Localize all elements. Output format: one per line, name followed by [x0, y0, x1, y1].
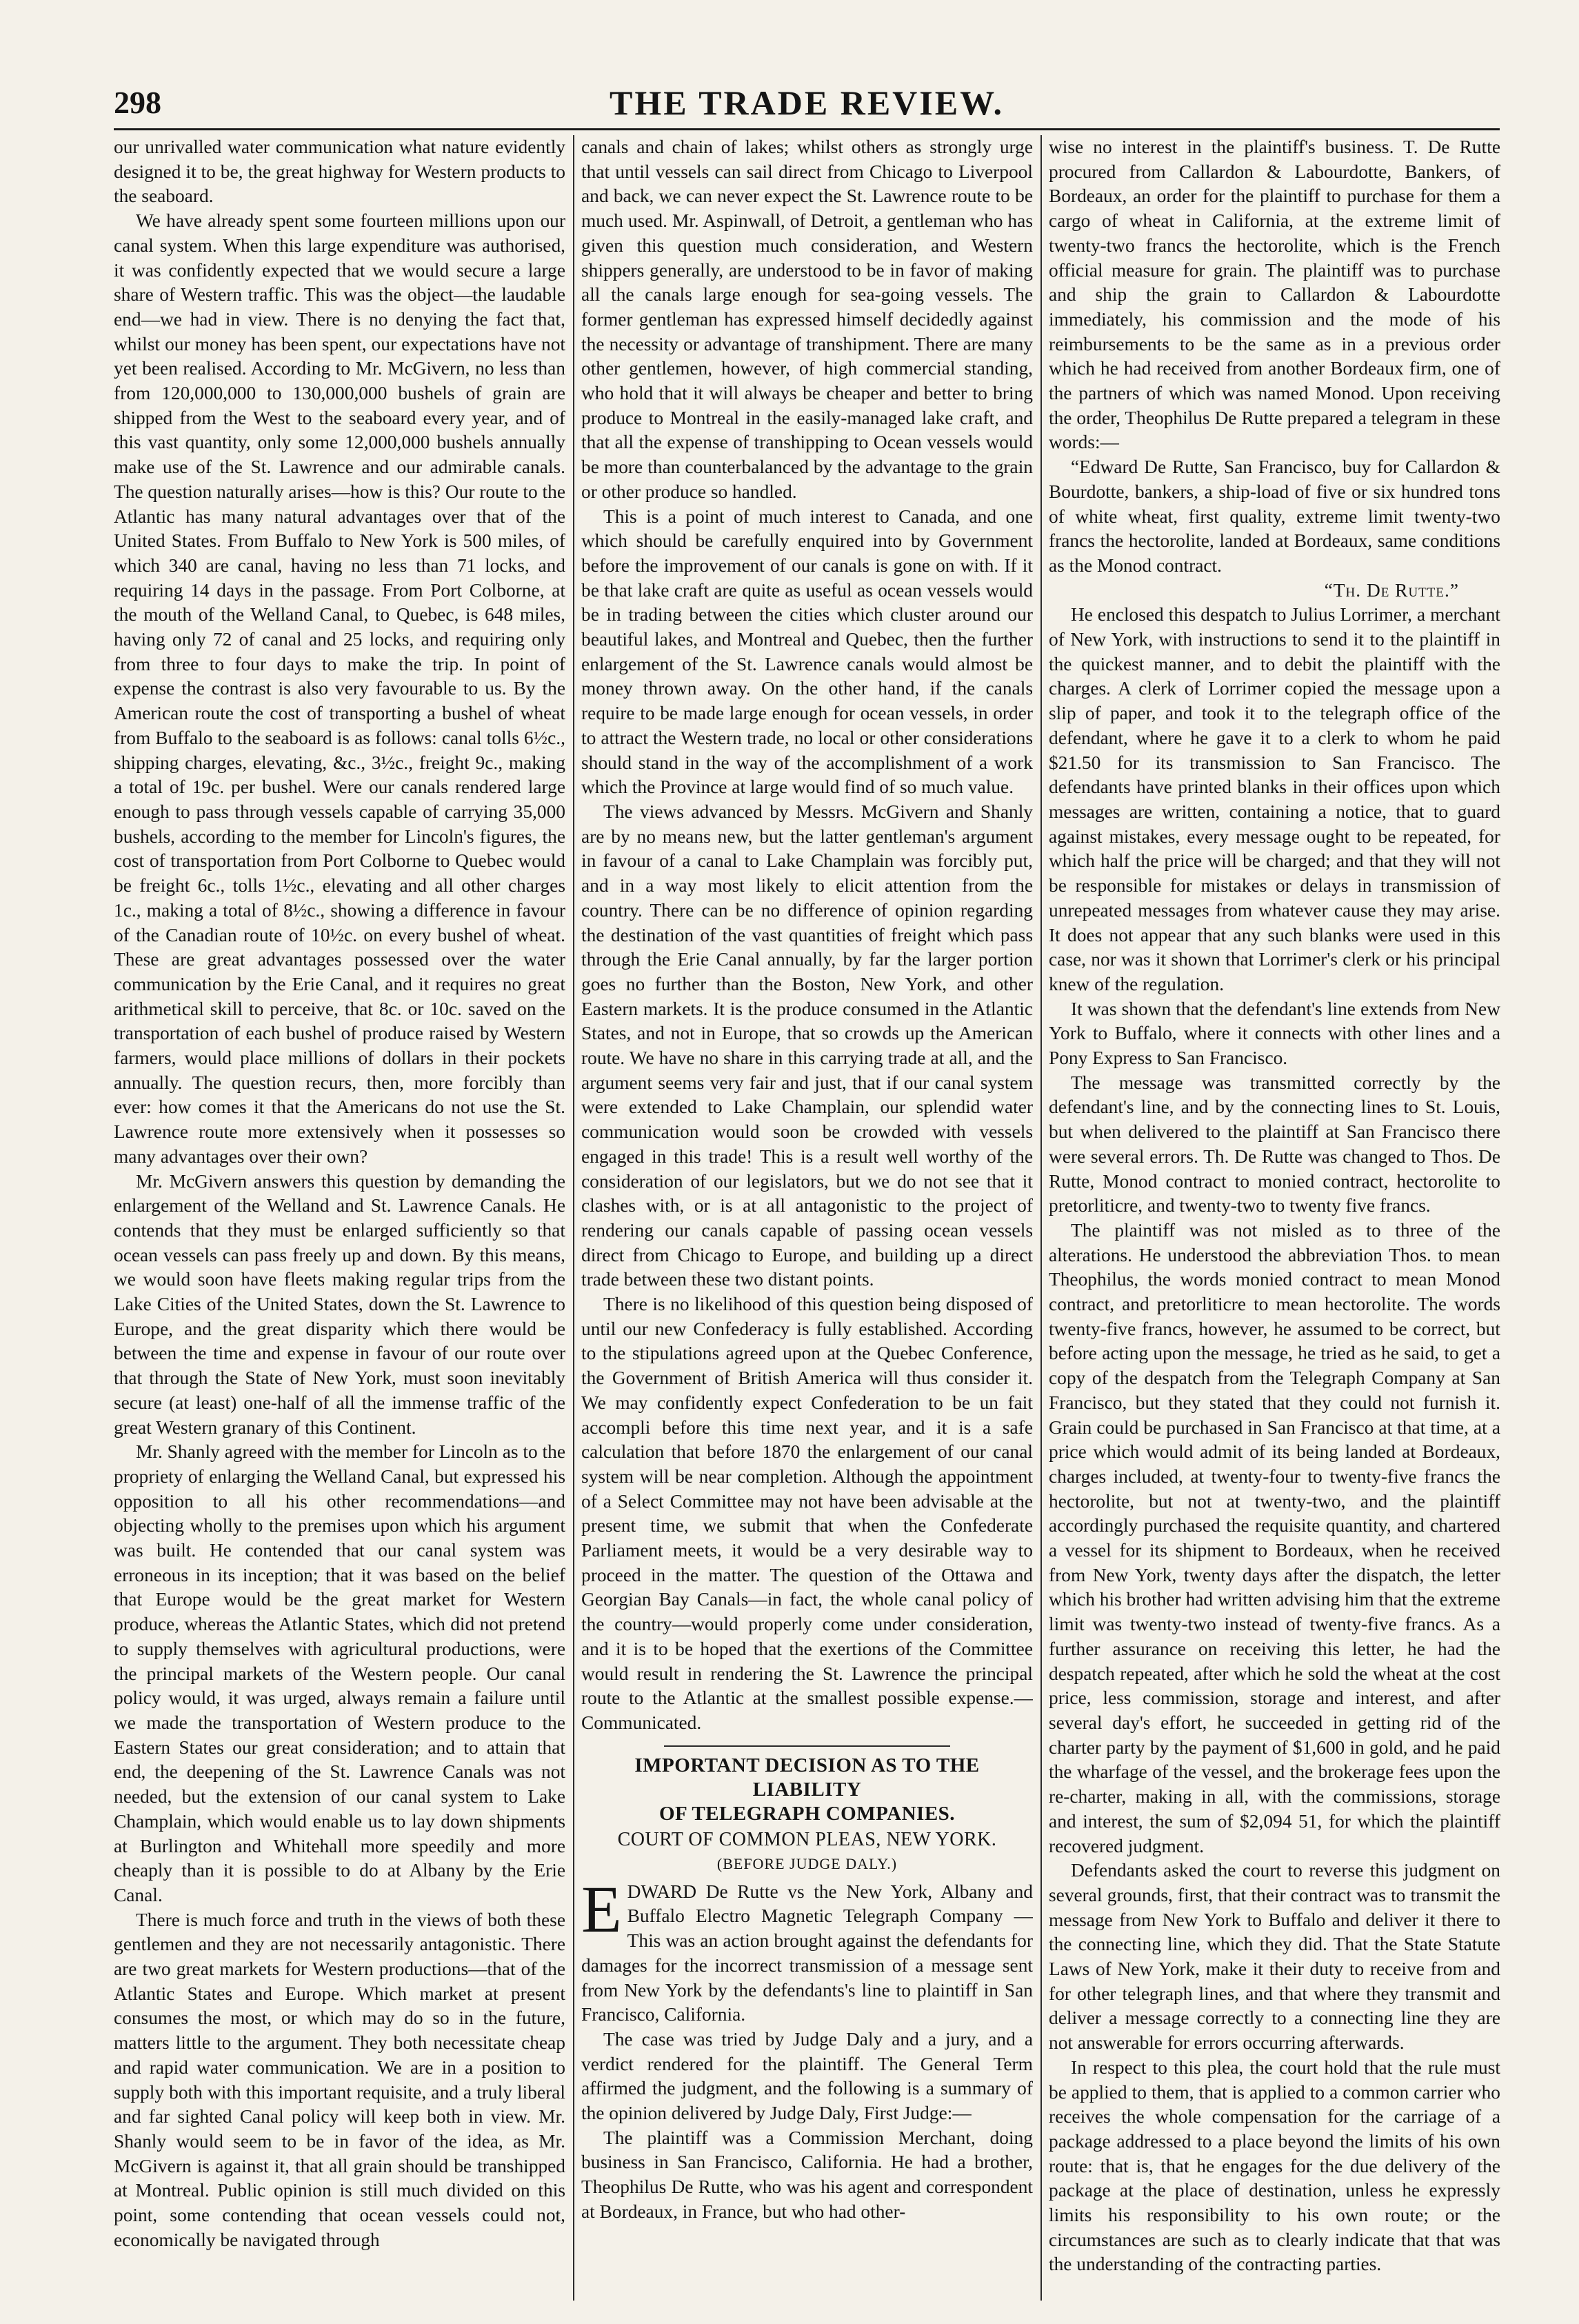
paragraph: It was shown that the defendant's line extends from New York to Buffalo, where it connects with other lines and a Pony Express to San Francisco.: [1049, 998, 1500, 1069]
paragraph: In respect to this plea, the court hold that the rule must be applied to them, that is applied to a common carrier who receives the whole compensation for the carriage of a package addressed to a place beyond the limits of his own route: that is, that he engages for the due delivery of the package at the place of destination, unless he expressly limits his responsibility to his own route; or the circumstances are such as to clearly indicate that that was the understanding of the contracting parties.: [1049, 2056, 1500, 2275]
column-1: [114, 135, 565, 2301]
paragraph: The case was tried by Judge Daly and a jury, and a verdict rendered for the plaintiff. The General Term affirmed the judgment, and the following is a summary of the opinion delivered by Judge Daly, First Judge:—: [581, 2028, 1033, 2124]
paragraph: canals and chain of lakes; whilst others as strongly urge that until vessels can sail direct from Chicago to Liverpool and back, we can never expect the St. Lawrence route to be much used. Mr. Aspinwall, of Detroit, a gentleman who has given this question much consideration, and Western shippers generally, are understood to be in favor of making all the canals large enough for sea-going vessels. The former gentleman has expressed himself decidedly against the necessity or advantage of transhipment. There are many other gentlemen, however, of high commercial standing, who hold that it will always be cheaper and better to bring produce to Montreal in the easily-managed lake craft, and that all the expense of transhipping to Ocean vessels would be more than counterbalanced by the advantage to the grain or other produce so handled.: [581, 137, 1033, 502]
header-rule: [114, 128, 1500, 130]
judge-line: (BEFORE JUDGE DALY.): [716, 1854, 898, 1872]
paragraph-text: DWARD De Rutte vs the New York, Albany and Buffalo Electro Magnetic Telegraph Company — This was an action brought against the defendants for damages for the incorrect transmission of a message sent from New York by the defendants's line to plaintiff in San Francisco, California.: [581, 1881, 1033, 2025]
column-rule: [1040, 135, 1042, 2301]
paragraph: The plaintiff was a Commission Merchant, doing business in San Francisco, California. He had a brother, Theophilus De Rutte, who was his agent and correspondent at Bordeaux, in France, but who had other-: [581, 2127, 1033, 2222]
paragraph: There is no likelihood of this question being disposed of until our new Confederacy is fully established. According to the stipulations agreed upon at the Quebec Conference, the Government of British America will thus consider it. We may confidently expect Confederation to be un fait accompli before this time next year, and it is a safe calculation that before 1870 the enlargement of our canal system will be near completion. Although the appointment of a Select Committee may not have been advisable at the present time, we submit that when the Confederate Parliament meets, it would be a very desirable way to proceed in the matter. The question of the Ottawa and Georgian Bay Canals—in fact, the whole canal policy of the country—would properly come under consideration, and it is to be hoped that the exertions of the Committee would result in rendering the St. Lawrence the principal route to the Atlantic at the smallest possible expense.—Communicated.: [581, 1294, 1033, 1733]
column-2: [581, 135, 1033, 2301]
article-headline: [581, 1754, 1033, 1826]
paragraph: We have already spent some fourteen millions upon our canal system. When this large expenditure was authorised, it was confidently expected that we would secure a large share of Western traffic. This was the object—the laudable end—we had in view. There is no denying the fact that, whilst our money has been spent, our expectations have not yet been realised. According to Mr. McGivern, no less than from 120,000,000 to 130,000,000 bushels of grain are shipped from the West to the seaboard every year, and of this vast quantity, only some 12,000,000 bushels annually make use of the St. Lawrence and our admirable canals. The question naturally arises—how is this? Our route to the Atlantic has many natural advantages over that of the United States. From Buffalo to New York is 500 miles, of which 340 are canal, having no less than 71 locks, and requiring 14 days in the passage. From Port Colborne, at the mouth of the Welland Canal, to Quebec, is 648 miles, having only 72 of canal and 25 locks, and requiring only from three to four days to make the trip. In point of expense the contrast is also very favourable to us. By the American route the cost of transporting a bushel of wheat from Buffalo to the seaboard is as follows: canal tolls 6½c., shipping charges, elevating, &c., 3½c., freight 9c., making a total of 19c. per bushel. Were our canals rendered large enough to pass through vessels capable of carrying 35,000 bushels, according to the member for Lincoln's figures, the cost of transportation from Port Colborne to Quebec would be freight 6c., tolls 1½c., elevating and all other charges 1c., making a total of 8½c., showing a difference in favour of the Canadian route of 10½c. on every bushel of wheat. These are great advantages possessed over the water communication by the Erie Canal, and it requires no great arithmetical skill to perceive, that 8c. or 10c. saved on the transportation of each bushel of produce raised by Western farmers, would place millions of dollars in their pockets annually. The question recurs, then, more forcibly than ever: how comes it that the Americans do not use the St. Lawrence route more extensively when it possesses so many advantages over their own?: [114, 210, 565, 1167]
paragraph: Mr. Shanly agreed with the member for Lincoln as to the propriety of enlarging the Welland Canal, but expressed his opposition to all his other recommendations—and objecting wholly to the premises upon which his argument was built. He contended that our canal system was erroneous in its inception; that it was based on the belief that Europe would be the great market for Western produce, whereas the Atlantic States, which did not pretend to supply themselves with agricultural productions, were the principal markets of the Western people. Our canal policy would, it was urged, always remain a failure until we made the transportation of Western produce to the Eastern States our great consideration; and to attain that end, the deepening of the St. Lawrence Canals was not needed, but the extension of our canal system to Lake Champlain, which would enable us to lay down shipments at Burlington and Whitehall more speedily and more cheaply than it is possible to do at Albany by the Erie Canal.: [114, 1441, 565, 1905]
paragraph: There is much force and truth in the views of both these gentlemen and they are not necessarily antagonistic. There are two great markets for Western productions—that of the Atlantic States and Europe. Which market at present consumes the most, or which may do so in the future, matters little to the argument. They both necessitate cheap and rapid water communication. We are in a position to supply both with this important requisite, and a truly liberal and far sighted Canal policy will keep both in view. Mr. Shanly would seem to be in favor of the idea, as Mr. McGivern is against it, that all grain should be transhipped at Montreal. Public opinion is still much divided on this point, some contending that ocean vessels could not, economically be navigated through: [114, 1909, 565, 2250]
paragraph: The message was transmitted correctly by the defendant's line, and by the connecting lines to St. Louis, but when delivered to the plaintiff at San Francisco there were several errors. Th. De Rutte was changed to Thos. De Rutte, Monod contract to monied contract, hectorolite to pretorliticre, and twenty-two to twenty five francs.: [1049, 1072, 1500, 1216]
masthead: [114, 81, 1500, 124]
column-3: [1049, 135, 1500, 2301]
paragraph: The views advanced by Messrs. McGivern and Shanly are by no means new, but the latter gentleman's argument in favour of a canal to Lake Champlain was forcibly put, and in a way most likely to elicit attention from the country. There can be no difference of opinion regarding the destination of the vast quantities of freight which pass through the Erie Canal annually, by far the larger portion goes no further than the Boston, New York, and other Eastern markets. It is the produce consumed in the Atlantic States, and not in Europe, that so crowds up the American route. We have no share in this carrying trade at all, and the argument seems very fair and just, that if our canal system were extended to Lake Champlain, our splendid water communication would soon be crowded with vessels engaged in this trade! This is a result well worthy of the consideration of our legislators, but we do not see that it clashes with, or is at all antagonistic to the project of rendering our canals capable of passing ocean vessels direct from Chicago to Europe, and building up a direct trade between these two distant points.: [581, 801, 1033, 1290]
paragraph: This is a point of much interest to Canada, and one which should be carefully enquired into by Government before the improvement of our canals is gone on with. If it be that lake craft are quite as useful as ocean vessels would be in trading between the cities which cluster around our beautiful lakes, and Montreal and Quebec, then the further enlargement of the St. Lawrence canals would almost be money thrown away. On the other hand, if the canals require to be made large enough for ocean vessels, in order to attract the Western trade, no local or other considerations should stand in the way of the accomplishment of a work which the Province at large would find of so much value.: [581, 505, 1033, 798]
paragraph: [581, 1872, 1033, 2027]
paragraph: Defendants asked the court to reverse this judgment on several grounds, first, that their contract was to transmit the message from New York to Buffalo and deliver it there to the connecting line, which they did. That the State Statute Laws of New York, make it their duty to receive from and for other telegraph lines, and that where they transmit and deliver a message correctly to a connecting line they are not answerable for errors occurring afterwards.: [1049, 1860, 1500, 2054]
running-title: THE TRADE REVIEW.: [610, 83, 1004, 122]
paragraph: our unrivalled water communication what nature evidently designed it to be, the great highway for Western products to the seaboard.: [114, 137, 565, 207]
paragraph: The plaintiff was not misled as to three of the alterations. He understood the abbreviation Thos. to mean Theophilus, the words monied contract to mean Monod contract, and pretorliticre to mean hectorolite. The words twenty-five francs, however, he assumed to be correct, but before acting upon the message, he tried as he said, to get a copy of the despatch from the Telegraph Company at San Francisco, but they stated that they could not furnish it. Grain could be purchased in San Francisco at that time, at a price which would admit of its being landed at Bordeaux, charges included, at twenty-four to twenty-five francs the hectorolite, but not at twenty-two, and the plaintiff accordingly purchased the requisite quantity, and chartered a vessel for its shipment to Bordeaux, when he received from New York, twenty days after the dispatch, the letter which his brother had written advising him that the extreme limit was twenty-two instead of twenty-five francs. As a further assurance on receiving this letter, he had the despatch repeated, after which he sold the wheat at the cost price, less commission, storage and interest, and after several day's effort, he succeeded in getting rid of the charter party by the payment of $1,600 in gold, and he paid the wharfage of the vessel, and the brokerage fees upon the re-charter, making in all, with the commissions, storage and interest, the sum of $2,094 51, for which the plaintiff recovered judgment.: [1049, 1219, 1500, 1856]
paragraph: wise no interest in the plaintiff's business. T. De Rutte procured from Callardon & Labourdotte, Bankers, of Bordeaux, an order for the plaintiff to purchase for them a cargo of wheat in California, at the extreme limit of twenty-two francs the hectorolite, which is the French official measure for grain. The plaintiff was to purchase and ship the grain to Callardon & Labourdotte immediately, his commission and the mode of his reimbursements to be the same as in a previous order which he had received from another Bordeaux firm, one of the partners of which was named Monod. Upon receiving the order, Theophilus De Rutte prepared a telegram in these words:—: [1049, 137, 1500, 453]
paragraph: Mr. McGivern answers this question by demanding the enlargement of the Welland and St. Lawrence Canals. He contends that they must be enlarged sufficiently so that ocean vessels can pass freely up and down. By this means, we would soon have fleets making regular trips from the Lake Cities of the United States, down the St. Lawrence to Europe, and the great disparity which there would be between the time and expense in favour of our route over that through the State of New York, must soon inevitably secure (at least) one-half of all the immense traffic of the great Western granary of this Continent.: [114, 1170, 565, 1438]
headline-line-2: OF TELEGRAPH COMPANIES.: [658, 1802, 956, 1825]
paragraph: He enclosed this despatch to Julius Lorrimer, a merchant of New York, with instructions to send it to the plaintiff in the quickest manner, and to debit the plaintiff with the charges. A clerk of Lorrimer copied the message upon a slip of paper, and took it to the telegraph office of the defendant, where he gave it to a clerk to whom he paid $21.50 for its transmission to San Francisco. The defendants have printed blanks in their offices upon which messages are written, containing a notice, that to guard against mistakes, every message ought to be repeated, for which half the price will be charged; and that they will not be responsible for mistakes or delays in transmission of unrepeated messages from whatever cause they may arise. It does not appear that any such blanks were used in this case, nor was it shown that Lorrimer's clerk or his principal knew of the regulation.: [1049, 604, 1500, 994]
drop-cap: E: [581, 1872, 622, 1946]
court-name: COURT OF COMMON PLEAS, NEW YORK.: [617, 1828, 997, 1850]
page-number: 298: [114, 85, 161, 120]
telegram-signature: “Th. De Rutte.”: [1324, 579, 1459, 601]
article-divider: [664, 1745, 950, 1747]
headline-line-1: IMPORTANT DECISION AS TO THE LIABILITY: [634, 1754, 980, 1801]
telegram-text: “Edward De Rutte, San Francisco, buy for Callardon & Bourdotte, bankers, a ship-load of five or six hundred tons of white wheat, first quality, extreme limit twenty-two francs the hectorolite, landed at Bordeaux, same conditions as the Monod contract.: [1049, 457, 1500, 576]
column-rule: [573, 135, 574, 2301]
